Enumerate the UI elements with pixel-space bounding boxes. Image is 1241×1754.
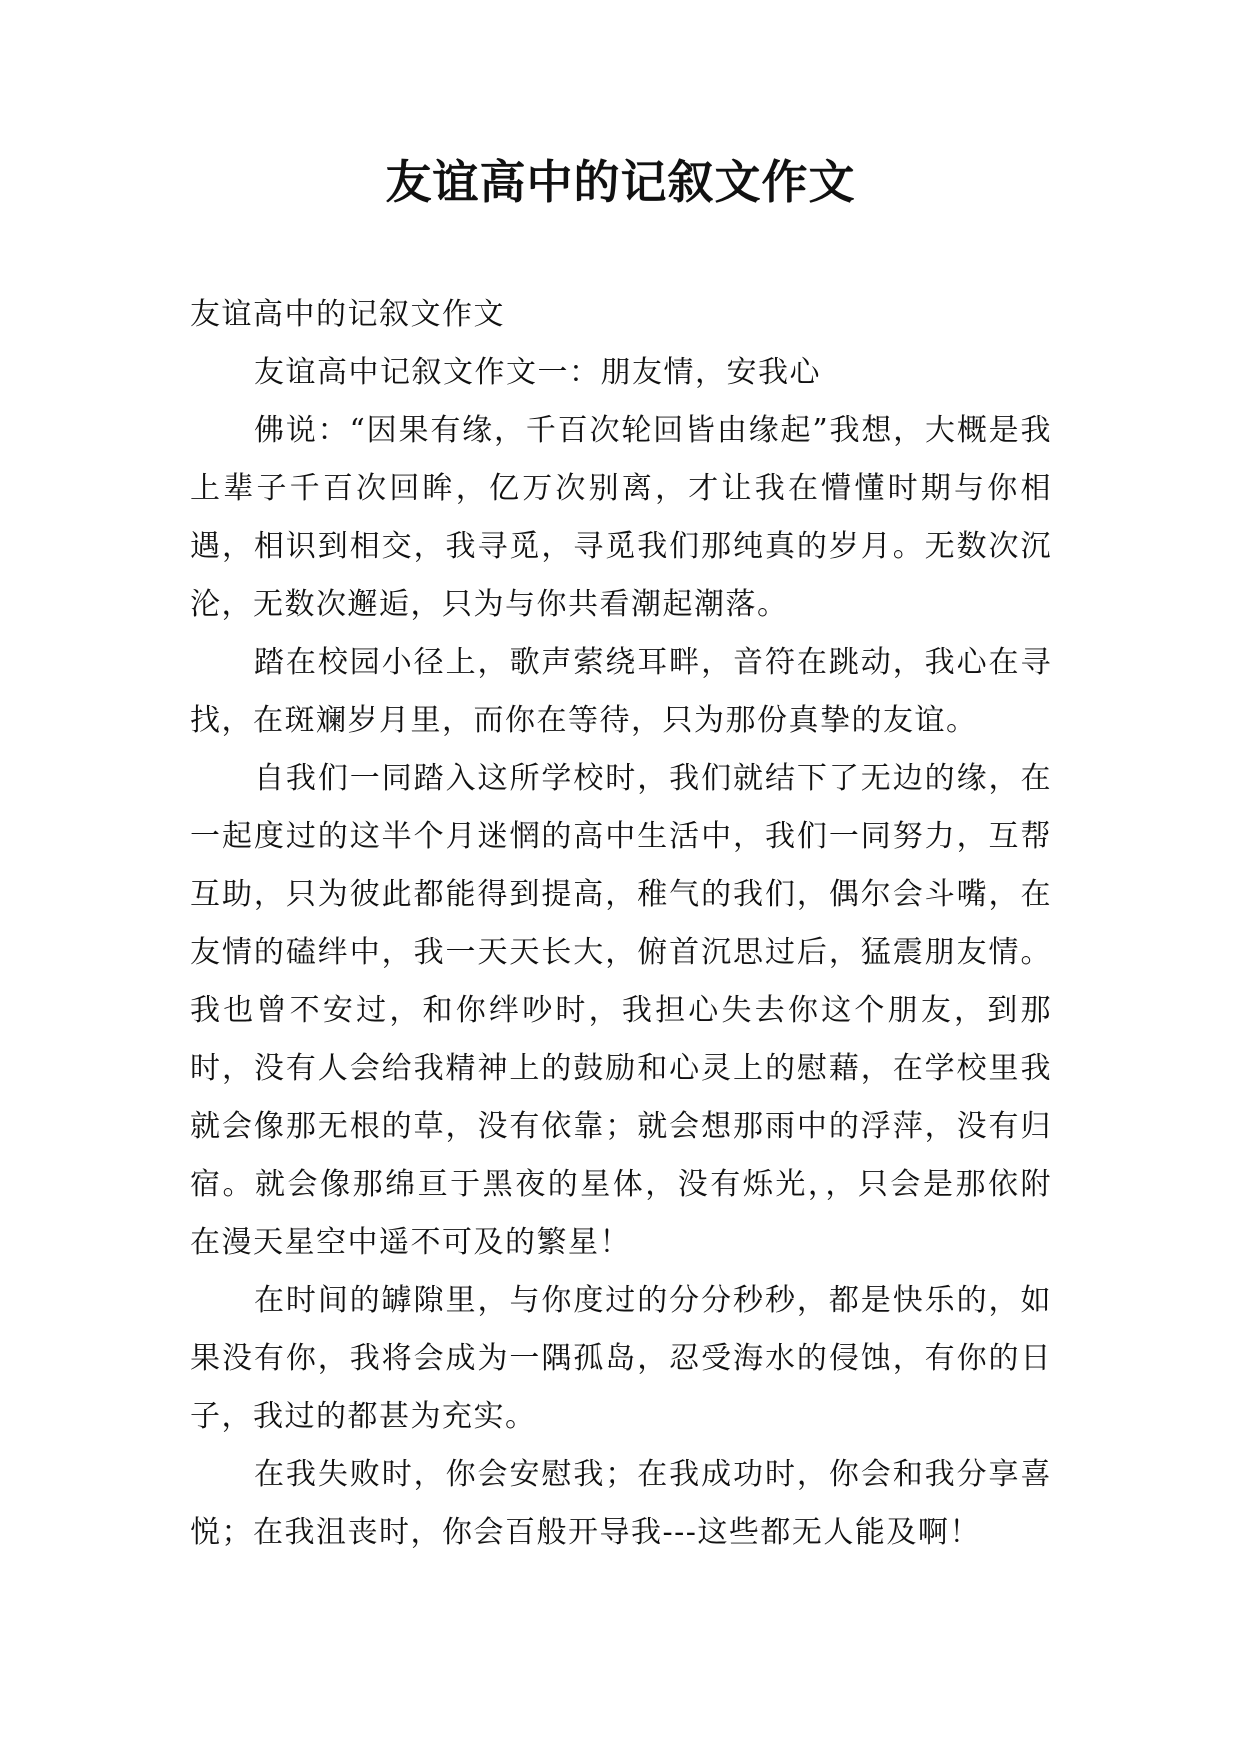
- document-subtitle: 友谊高中的记叙文作文: [190, 297, 505, 332]
- paragraph: 在时间的罅隙里，与你度过的分分秒秒，都是快乐的，如果没有你，我将会成为一隅孤岛，忍受海水的侵蚀，有你的日子，我过的都甚为充实。: [190, 1283, 1052, 1434]
- paragraph: 踏在校园小径上，歌声萦绕耳畔，音符在跳动，我心在寻找，在斑斓岁月里，而你在等待，只为那份真挚的友谊。: [190, 645, 1052, 738]
- document-title: 友谊高中的记叙文作文: [385, 155, 856, 209]
- paragraph: 佛说：“因果有缘，千百次轮回皆由缘起”我想，大概是我上辈子千百次回眸，亿万次别离，才让我在懵懂时期与你相遇，相识到相交，我寻觅，寻觅我们那纯真的岁月。无数次沉沦，无数次邂逅，只为与你共看潮起潮落。: [190, 413, 1052, 622]
- paragraph: 自我们一同踏入这所学校时，我们就结下了无边的缘，在一起度过的这半个月迷惘的高中生活中，我们一同努力，互帮互助，只为彼此都能得到提高，稚气的我们，偶尔会斗嘴，在友情的磕绊中，我一天天长大，俯首沉思过后，猛震朋友情。我也曾不安过，和你绊吵时，我担心失去你这个朋友，到那时，没有人会给我精神上的鼓励和心灵上的慰藉，在学校里我就会像那无根的草，没有依靠；就会想那雨中的浮萍，没有归宿。就会像那绵亘于黑夜的星体，没有烁光，，只会是那依附在漫天星空中遥不可及的繁星！: [190, 761, 1052, 1260]
- paragraph: 友谊高中记叙文作文一：朋友情，安我心: [254, 355, 821, 390]
- document-body: [190, 286, 1052, 1562]
- paragraph: 在我失败时，你会安慰我；在我成功时，你会和我分享喜悦；在我沮丧时，你会百般开导我---这些都无人能及啊！: [190, 1457, 1052, 1550]
